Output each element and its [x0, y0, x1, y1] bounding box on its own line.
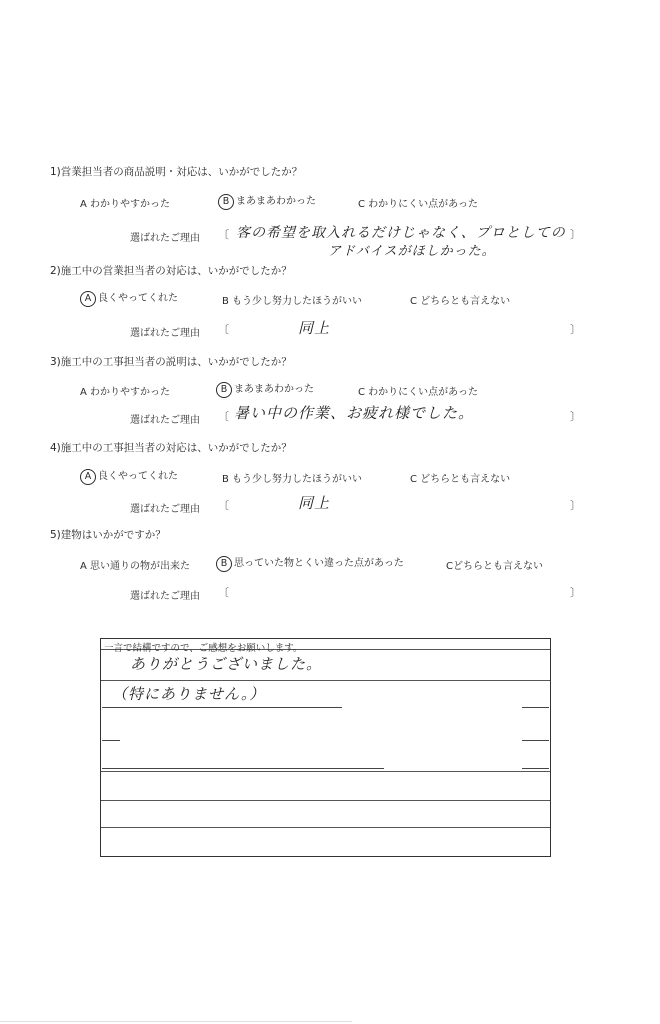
q5-option-c: Cどちらとも言えない	[446, 561, 543, 572]
q4-bracket-open: 〔	[218, 499, 229, 512]
q2-bracket-open: 〔	[218, 323, 229, 336]
q5-option-a: A 思い通りの物が出来た	[80, 561, 191, 572]
question-2-title: 2)施工中の営業担当者の対応は、いかがでしたか？	[50, 265, 292, 277]
q2-option-b: B もう少し努力したほうがいい	[222, 296, 363, 307]
comment-line-3b-left	[102, 768, 384, 769]
comment-line-3-right	[522, 740, 549, 741]
q5-option-b-label: 思っていた物とくい違った点があった	[234, 558, 404, 569]
scan-edge-line	[0, 1021, 352, 1022]
q2-selected-circle: A	[80, 291, 96, 307]
q1-option-b	[218, 192, 316, 210]
q1-reason-label: 選ばれたご理由	[130, 233, 200, 244]
q3-option-b-label: まあまあわかった	[234, 384, 314, 395]
q3-bracket-open: 〔	[218, 410, 229, 423]
q5-selected-circle: B	[216, 556, 232, 572]
comment-line-5	[101, 800, 550, 801]
q2-option-c: C どちらとも言えない	[410, 296, 511, 307]
q5-reason-label: 選ばれたご理由	[130, 591, 200, 602]
comment-answer-line2: （特にありません。）	[112, 685, 266, 703]
q4-answer: 同上	[298, 494, 331, 512]
q4-bracket-close: 〕	[570, 499, 581, 512]
q1-option-a: A わかりやすかった	[80, 199, 171, 210]
comment-line-4	[101, 771, 550, 772]
q3-option-c: C わかりにくい点があった	[358, 387, 479, 398]
q2-reason-label: 選ばれたご理由	[130, 328, 200, 339]
q4-option-c: C どちらとも言えない	[410, 474, 511, 485]
q4-option-a	[80, 467, 178, 485]
q1-answer-line2: アドバイスがほしかった。	[328, 244, 496, 259]
q1-option-b-label: まあまあわかった	[236, 196, 316, 207]
q3-option-a: A わかりやすかった	[80, 387, 171, 398]
q3-answer: 暑い中の作業、お疲れ様でした。	[234, 404, 475, 422]
comment-line-6	[101, 827, 550, 828]
q1-answer-line1: 客の希望を取入れるだけじゃなく、プロとしての	[236, 225, 566, 241]
q2-option-a-label: 良くやってくれた	[98, 293, 178, 304]
q4-selected-circle: A	[80, 469, 96, 485]
comment-line-3b-right	[522, 768, 549, 769]
q3-option-b	[216, 380, 314, 398]
comment-line-2-left	[102, 707, 342, 708]
question-4-title: 4)施工中の工事担当者の対応は、いかがでしたか？	[50, 442, 292, 454]
q4-reason-label: 選ばれたご理由	[130, 504, 200, 515]
comment-line-1	[101, 680, 550, 681]
question-3-title: 3)施工中の工事担当者の説明は、いかがでしたか？	[50, 356, 292, 368]
comment-line-3-left	[102, 740, 120, 741]
q4-option-a-label: 良くやってくれた	[98, 471, 178, 482]
question-1-title: 1)営業担当者の商品説明・対応は、いかがでしたか？	[50, 166, 303, 178]
q3-bracket-close: 〕	[570, 410, 581, 423]
q2-bracket-close: 〕	[570, 323, 581, 336]
q3-selected-circle: B	[216, 382, 232, 398]
q1-selected-circle: B	[218, 194, 234, 210]
q5-bracket-close: 〕	[570, 586, 581, 599]
comment-answer-line1: ありがとうございました。	[130, 655, 323, 673]
question-5-title: 5)建物はいかがですか？	[50, 529, 166, 541]
q1-option-c: C わかりにくい点があった	[358, 199, 479, 210]
q5-bracket-open: 〔	[218, 586, 229, 599]
q1-bracket-close: 〕	[570, 228, 581, 241]
comment-box-title: 一言で結構ですので、ご感想をお願いします。	[104, 643, 303, 654]
q5-option-b	[216, 554, 404, 572]
q1-bracket-open: 〔	[218, 228, 229, 241]
q2-answer: 同上	[298, 319, 331, 337]
comment-line-2-right	[522, 707, 549, 708]
q3-reason-label: 選ばれたご理由	[130, 415, 200, 426]
q4-option-b: B もう少し努力したほうがいい	[222, 474, 363, 485]
q2-option-a	[80, 289, 178, 307]
